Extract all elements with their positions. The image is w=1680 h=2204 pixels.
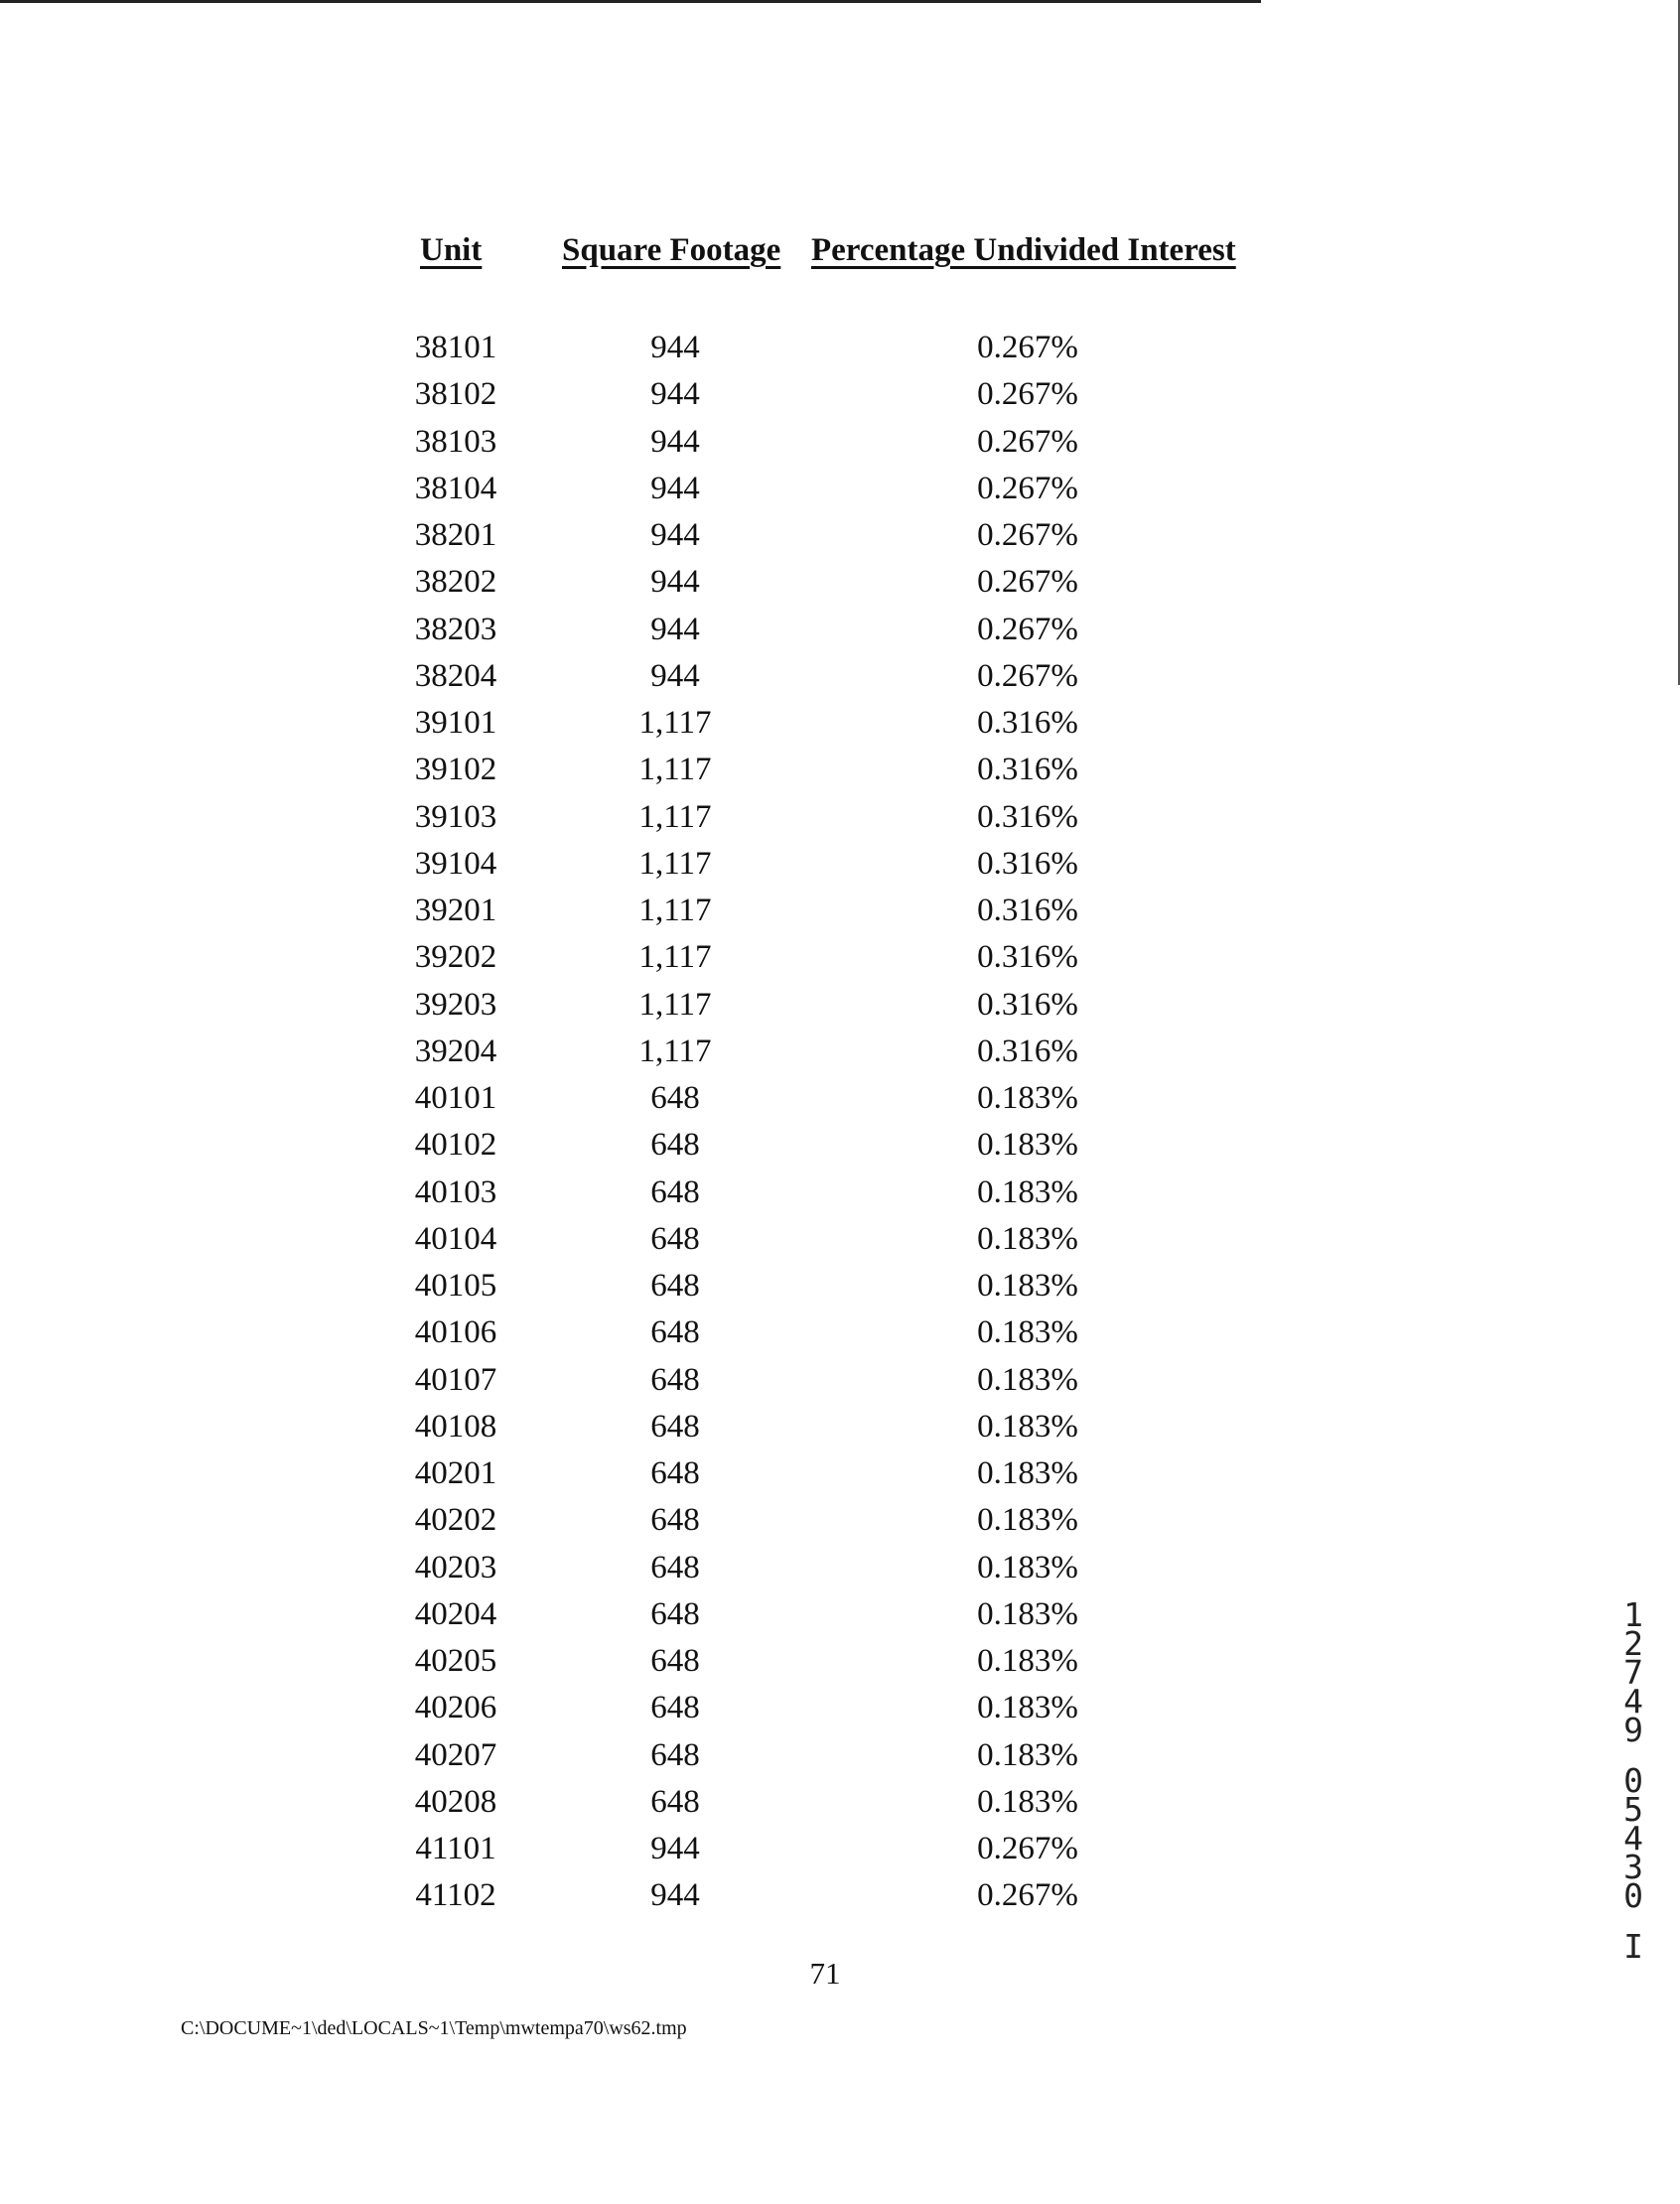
percentage-cell: 0.267% (977, 564, 1078, 601)
percentage-cell: 0.183% (977, 1549, 1078, 1585)
unit-cell: 40205 (414, 1643, 497, 1679)
unit-cell: 39201 (414, 893, 497, 928)
square-footage-cell: 648 (650, 1173, 700, 1210)
stamp-character: 3 (1623, 1848, 1643, 1886)
percentage-cell: 0.316% (977, 798, 1078, 835)
square-footage-cell: 1,117 (638, 798, 712, 835)
stamp-character: 4 (1623, 1682, 1643, 1721)
percentage-cell: 0.183% (977, 1127, 1078, 1164)
square-footage-cell: 648 (650, 1643, 700, 1679)
table-row (0, 325, 1680, 371)
percentage-cell: 0.267% (977, 470, 1078, 506)
percentage-cell: 0.267% (977, 423, 1078, 460)
unit-cell: 38204 (414, 657, 497, 694)
unit-cell: 40103 (414, 1173, 497, 1210)
unit-cell: 41102 (415, 1877, 496, 1914)
table-row (0, 1263, 1680, 1309)
unit-cell: 40104 (414, 1220, 497, 1257)
square-footage-cell: 1,117 (638, 752, 712, 788)
square-footage-cell: 648 (650, 1268, 700, 1304)
square-footage-cell: 1,117 (638, 1033, 712, 1069)
square-footage-cell: 1,117 (638, 705, 712, 741)
table-row (0, 1450, 1680, 1497)
percentage-cell: 0.183% (977, 1502, 1078, 1539)
table-row (0, 700, 1680, 747)
unit-cell: 39102 (414, 752, 497, 788)
square-footage-cell: 648 (650, 1549, 700, 1585)
table-row (0, 1075, 1680, 1122)
top-rule (0, 0, 1261, 3)
table-row (0, 747, 1680, 793)
percentage-cell: 0.267% (977, 1877, 1078, 1914)
percentage-cell: 0.316% (977, 986, 1078, 1023)
percentage-cell: 0.183% (977, 1268, 1078, 1304)
table-header (0, 232, 1680, 282)
percentage-cell: 0.267% (977, 376, 1078, 413)
square-footage-cell: 648 (650, 1220, 700, 1257)
unit-cell: 40102 (414, 1127, 497, 1164)
square-footage-cell: 648 (650, 1502, 700, 1539)
unit-cell: 40204 (414, 1595, 497, 1632)
header-percentage: Percentage Undivided Interest (811, 232, 1236, 268)
percentage-cell: 0.183% (977, 1595, 1078, 1632)
table-row (0, 1819, 1680, 1872)
square-footage-cell: 1,117 (638, 939, 712, 976)
table-row (0, 653, 1680, 700)
square-footage-cell: 648 (650, 1408, 700, 1445)
table-row (0, 1732, 1680, 1779)
square-footage-cell: 944 (650, 564, 700, 601)
square-footage-cell: 944 (650, 611, 700, 647)
square-footage-cell: 944 (650, 470, 700, 506)
square-footage-cell: 648 (650, 1127, 700, 1164)
table-row (0, 1872, 1680, 1919)
unit-cell: 38101 (414, 330, 497, 365)
unit-cell: 40208 (414, 1783, 497, 1820)
percentage-cell: 0.316% (977, 893, 1078, 928)
percentage-cell: 0.183% (977, 1783, 1078, 1820)
unit-cell: 38203 (414, 611, 497, 647)
percentage-cell: 0.267% (977, 611, 1078, 647)
table-row (0, 1638, 1680, 1692)
unit-cell: 40105 (414, 1268, 497, 1304)
table-row (0, 1591, 1680, 1638)
table-row (0, 1545, 1680, 1591)
side-stamp (1613, 1595, 1653, 1966)
unit-cell: 40203 (414, 1549, 497, 1585)
table-row (0, 512, 1680, 559)
percentage-cell: 0.183% (977, 1361, 1078, 1398)
file-path: C:\DOCUME~1\ded\LOCALS~1\Temp\mwtempa70\ws62.tmp (181, 2017, 687, 2039)
square-footage-cell: 944 (650, 1831, 700, 1866)
unit-cell: 41101 (415, 1831, 496, 1866)
table-row (0, 1404, 1680, 1450)
square-footage-cell: 648 (650, 1080, 700, 1116)
table-row (0, 1122, 1680, 1169)
percentage-cell: 0.316% (977, 939, 1078, 976)
percentage-cell: 0.316% (977, 752, 1078, 788)
table-row (0, 1170, 1680, 1216)
table-row (0, 1497, 1680, 1544)
percentage-cell: 0.183% (977, 1080, 1078, 1116)
table-row (0, 419, 1680, 466)
percentage-cell: 0.267% (977, 517, 1078, 553)
unit-cell: 39103 (414, 798, 497, 835)
unit-cell: 39203 (414, 986, 497, 1023)
square-footage-cell: 944 (650, 657, 700, 694)
table-row (0, 466, 1680, 512)
stamp-character: 0 (1623, 1761, 1643, 1800)
unit-cell: 38104 (414, 470, 497, 506)
stamp-character: 9 (1623, 1711, 1643, 1749)
percentage-cell: 0.183% (977, 1314, 1078, 1351)
percentage-cell: 0.267% (977, 1831, 1078, 1866)
table-row (0, 1216, 1680, 1263)
square-footage-cell: 944 (650, 423, 700, 460)
square-footage-cell: 648 (650, 1783, 700, 1820)
table-row (0, 607, 1680, 653)
page-number: 71 (809, 1956, 841, 1991)
percentage-cell: 0.183% (977, 1455, 1078, 1491)
table-row (0, 371, 1680, 418)
table-row (0, 1779, 1680, 1829)
square-footage-cell: 648 (650, 1736, 700, 1773)
unit-cell: 40206 (414, 1690, 497, 1726)
square-footage-cell: 944 (650, 376, 700, 413)
table-row (0, 794, 1680, 841)
unit-cell: 40108 (414, 1408, 497, 1445)
unit-cell: 40106 (414, 1314, 497, 1351)
table-row (0, 841, 1680, 888)
percentage-cell: 0.267% (977, 657, 1078, 694)
header-square-footage: Square Footage (562, 232, 781, 268)
square-footage-cell: 648 (650, 1314, 700, 1351)
square-footage-cell: 944 (650, 330, 700, 365)
unit-cell: 39101 (414, 705, 497, 741)
percentage-cell: 0.183% (977, 1643, 1078, 1679)
percentage-cell: 0.183% (977, 1220, 1078, 1257)
percentage-cell: 0.183% (977, 1408, 1078, 1445)
square-footage-cell: 648 (650, 1690, 700, 1726)
square-footage-cell: 944 (650, 1877, 700, 1914)
stamp-character: 0 (1623, 1876, 1643, 1915)
unit-cell: 40107 (414, 1361, 497, 1398)
stamp-character: 5 (1623, 1790, 1643, 1829)
percentage-cell: 0.183% (977, 1173, 1078, 1210)
percentage-cell: 0.183% (977, 1736, 1078, 1773)
unit-cell: 38103 (414, 423, 497, 460)
unit-cell: 40201 (414, 1455, 497, 1491)
table-row (0, 1682, 1680, 1731)
percentage-cell: 0.316% (977, 1033, 1078, 1069)
square-footage-cell: 1,117 (638, 845, 712, 882)
square-footage-cell: 648 (650, 1595, 700, 1632)
square-footage-cell: 648 (650, 1455, 700, 1491)
stamp-character: 1 (1623, 1595, 1643, 1634)
square-footage-cell: 1,117 (638, 986, 712, 1023)
stamp-character: 4 (1623, 1819, 1643, 1858)
percentage-cell: 0.316% (977, 845, 1078, 882)
unit-cell: 39104 (414, 845, 497, 882)
stamp-character: 2 (1623, 1624, 1643, 1663)
square-footage-cell: 648 (650, 1361, 700, 1398)
header-unit: Unit (420, 232, 483, 268)
unit-cell: 38202 (414, 564, 497, 601)
table-row (0, 1029, 1680, 1075)
square-footage-cell: 944 (650, 517, 700, 553)
table-row (0, 982, 1680, 1029)
table-row (0, 888, 1680, 934)
unit-cell: 40202 (414, 1502, 497, 1539)
square-footage-cell: 1,117 (638, 893, 712, 928)
unit-cell: 39202 (414, 939, 497, 976)
unit-cell: 40101 (414, 1080, 497, 1116)
unit-cell: 38201 (414, 517, 497, 553)
percentage-cell: 0.183% (977, 1690, 1078, 1726)
stamp-character: 7 (1623, 1653, 1643, 1692)
percentage-cell: 0.316% (977, 705, 1078, 741)
table-row (0, 934, 1680, 981)
unit-cell: 38102 (414, 376, 497, 413)
table-row (0, 1309, 1680, 1356)
table-row (0, 1357, 1680, 1404)
stamp-character: I (1623, 1927, 1643, 1966)
table-body (0, 325, 1680, 1920)
unit-cell: 40207 (414, 1736, 497, 1773)
percentage-cell: 0.267% (977, 330, 1078, 365)
table-row (0, 559, 1680, 606)
unit-cell: 39204 (414, 1033, 497, 1069)
